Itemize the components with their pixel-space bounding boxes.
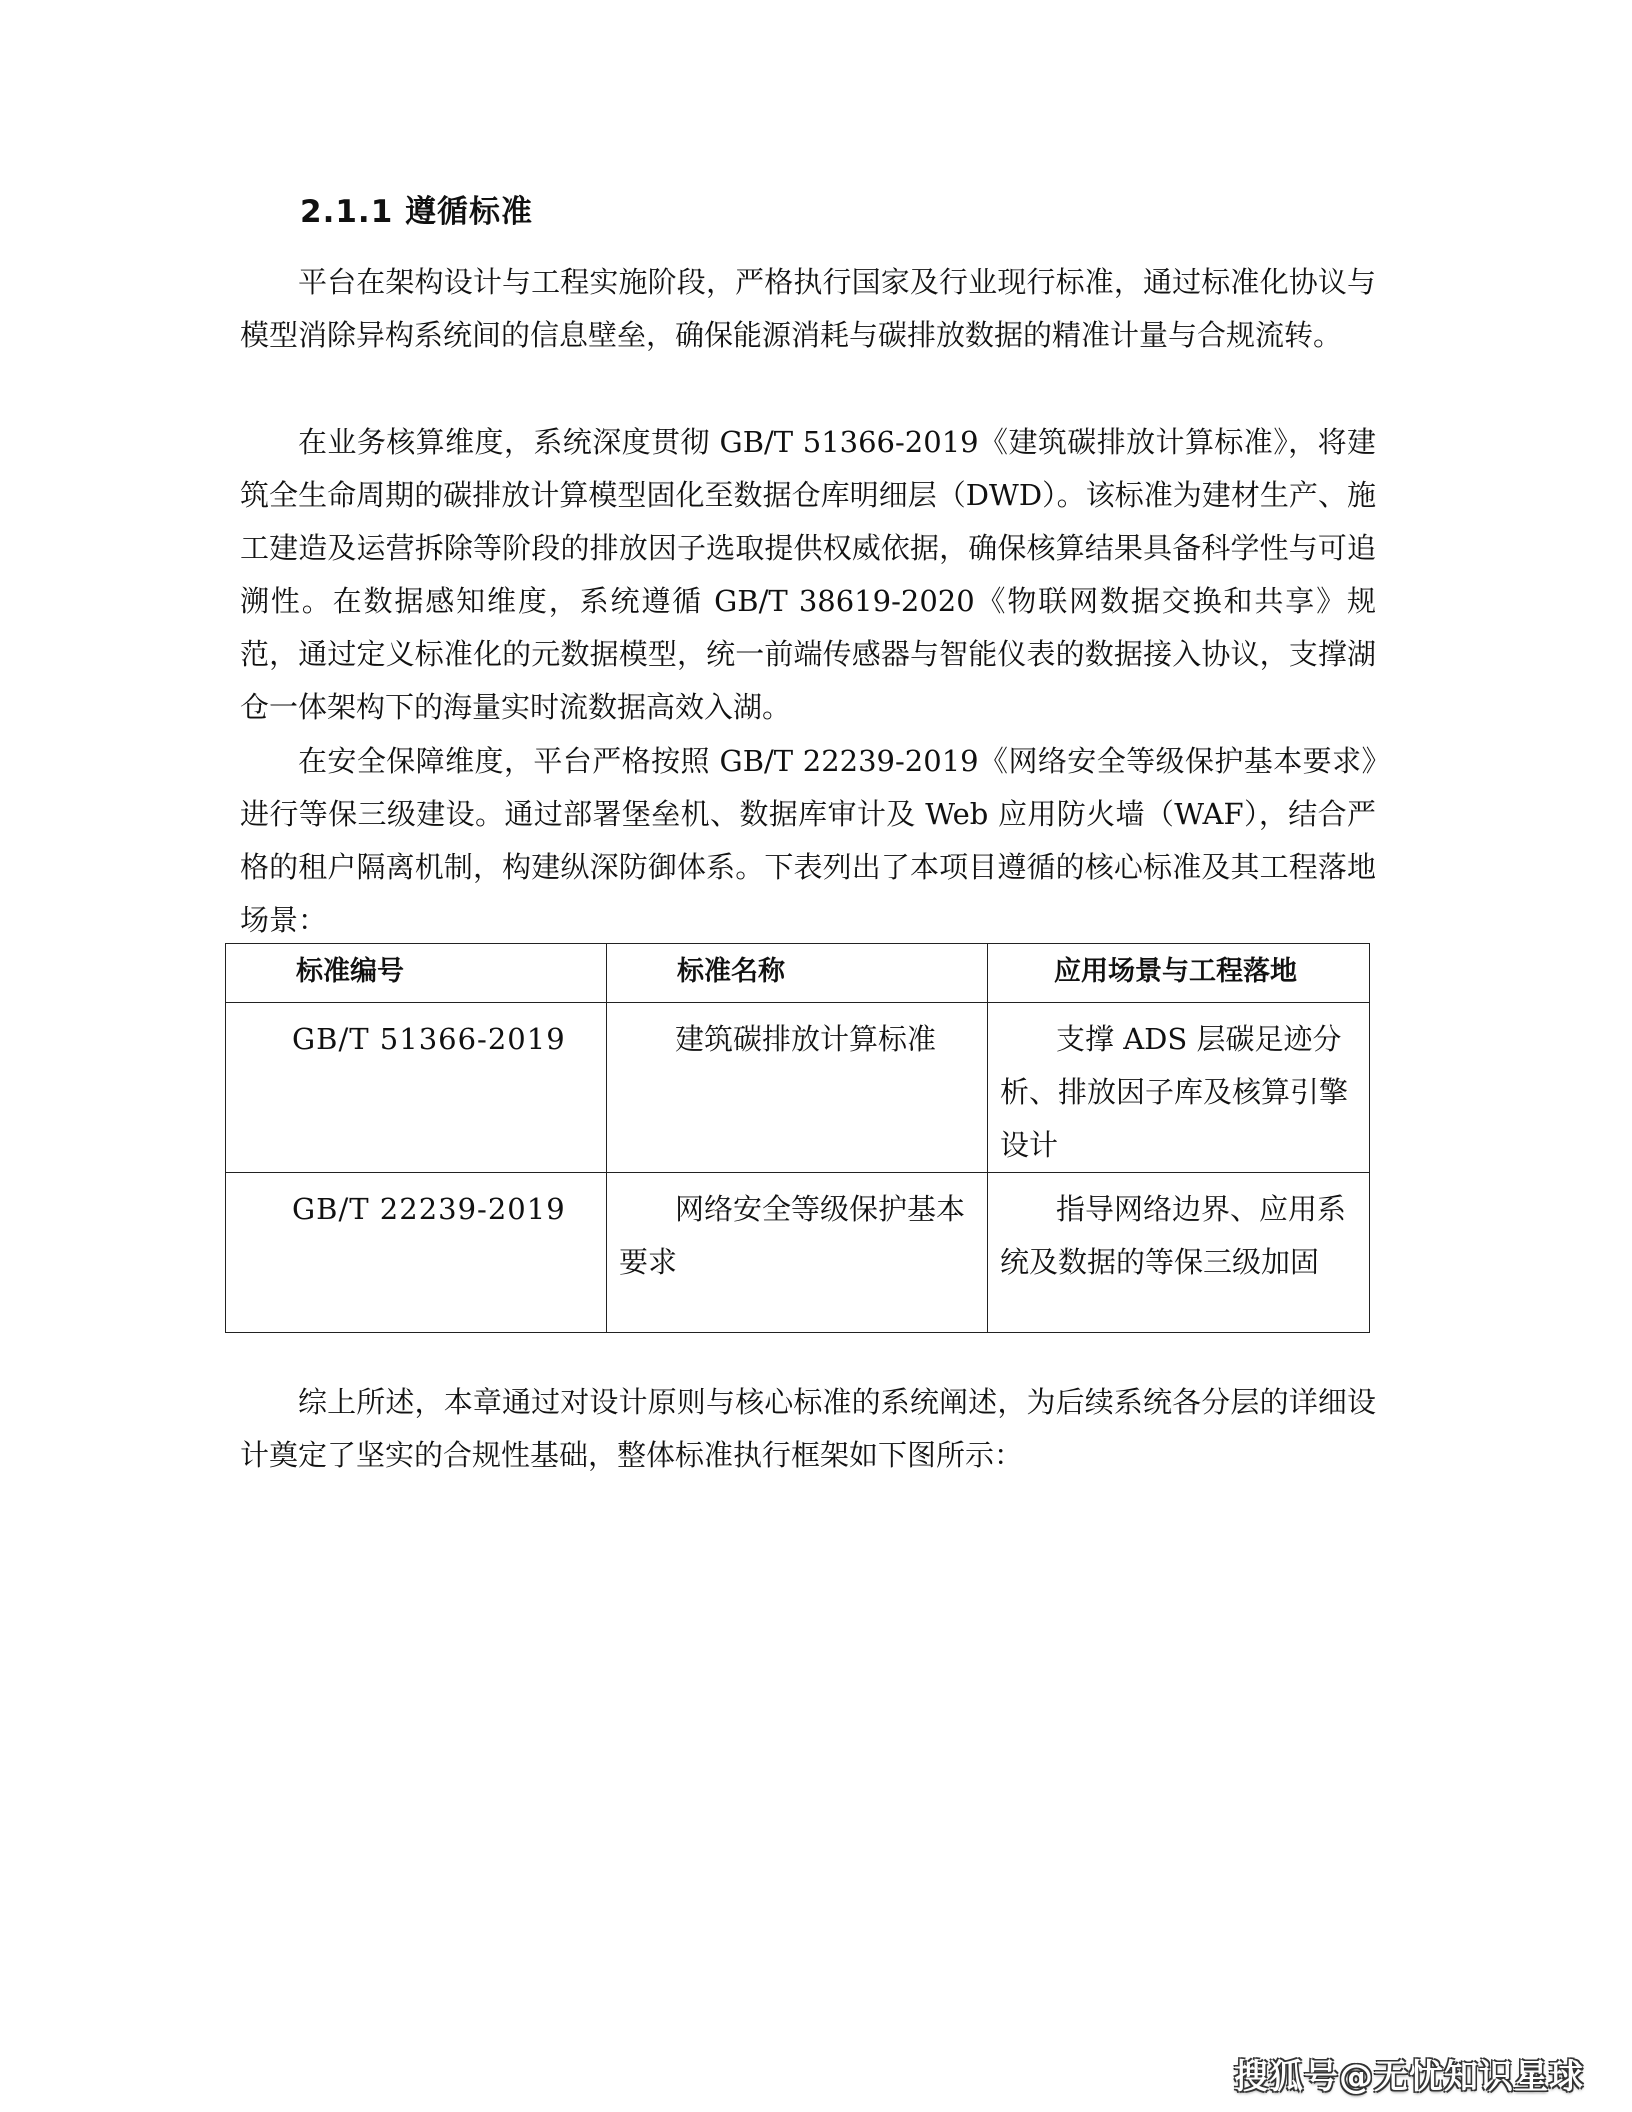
- header-application-scenario: 应用场景与工程落地: [988, 944, 1370, 1003]
- table-header-row: [226, 944, 1370, 1003]
- cell-standard-code: GB/T 22239-2019: [226, 1173, 607, 1333]
- standards-table: [225, 943, 1370, 1333]
- cell-standard-code: GB/T 51366-2019: [226, 1003, 607, 1173]
- paragraph-business-accounting: 在业务核算维度，系统深度贯彻 GB/T 51366-2019《建筑碳排放计算标准》，将建筑全生命周期的碳排放计算模型固化至数据仓库明细层（DWD）。该标准为建材生产、施工建造及运营拆除等阶段的排放因子选取提供权威依据，确保核算结果具备科学性与可追溯性。在数据感知维度，系统遵循 GB/T 38619-2020《物联网数据交换和共享》规范，通过定义标准化的元数据模型，统一前端传感器与智能仪表的数据接入协议，支撑湖仓一体架构下的海量实时流数据高效入湖。: [240, 425, 1376, 724]
- header-standard-name: 标准名称: [607, 944, 988, 1003]
- cell-application-scenario: 支撑 ADS 层碳足迹分析、排放因子库及核算引擎设计: [988, 1003, 1370, 1173]
- header-standard-code: 标准编号: [226, 944, 607, 1003]
- table-row: [226, 1003, 1370, 1173]
- paragraph-summary: 综上所述，本章通过对设计原则与核心标准的系统阐述，为后续系统各分层的详细设计奠定了坚实的合规性基础，整体标准执行框架如下图所示：: [240, 1385, 1376, 1472]
- cell-application-scenario: 指导网络边界、应用系统及数据的等保三级加固: [988, 1173, 1370, 1333]
- watermark: 搜狐号@无忧知识星球: [1234, 2057, 1584, 2097]
- section-heading: 2.1.1 遵循标准: [300, 194, 534, 230]
- table-row: [226, 1173, 1370, 1333]
- cell-standard-name: 网络安全等级保护基本要求: [607, 1173, 988, 1333]
- paragraph-security: 在安全保障维度，平台严格按照 GB/T 22239-2019《网络安全等级保护基本要求》进行等保三级建设。通过部署堡垒机、数据库审计及 Web 应用防火墙（WAF），结合严格的租户隔离机制，构建纵深防御体系。下表列出了本项目遵循的核心标准及其工程落地场景：: [240, 744, 1376, 937]
- cell-standard-name: 建筑碳排放计算标准: [607, 1003, 988, 1173]
- paragraph-intro: 平台在架构设计与工程实施阶段，严格执行国家及行业现行标准，通过标准化协议与模型消除异构系统间的信息壁垒，确保能源消耗与碳排放数据的精准计量与合规流转。: [240, 265, 1376, 352]
